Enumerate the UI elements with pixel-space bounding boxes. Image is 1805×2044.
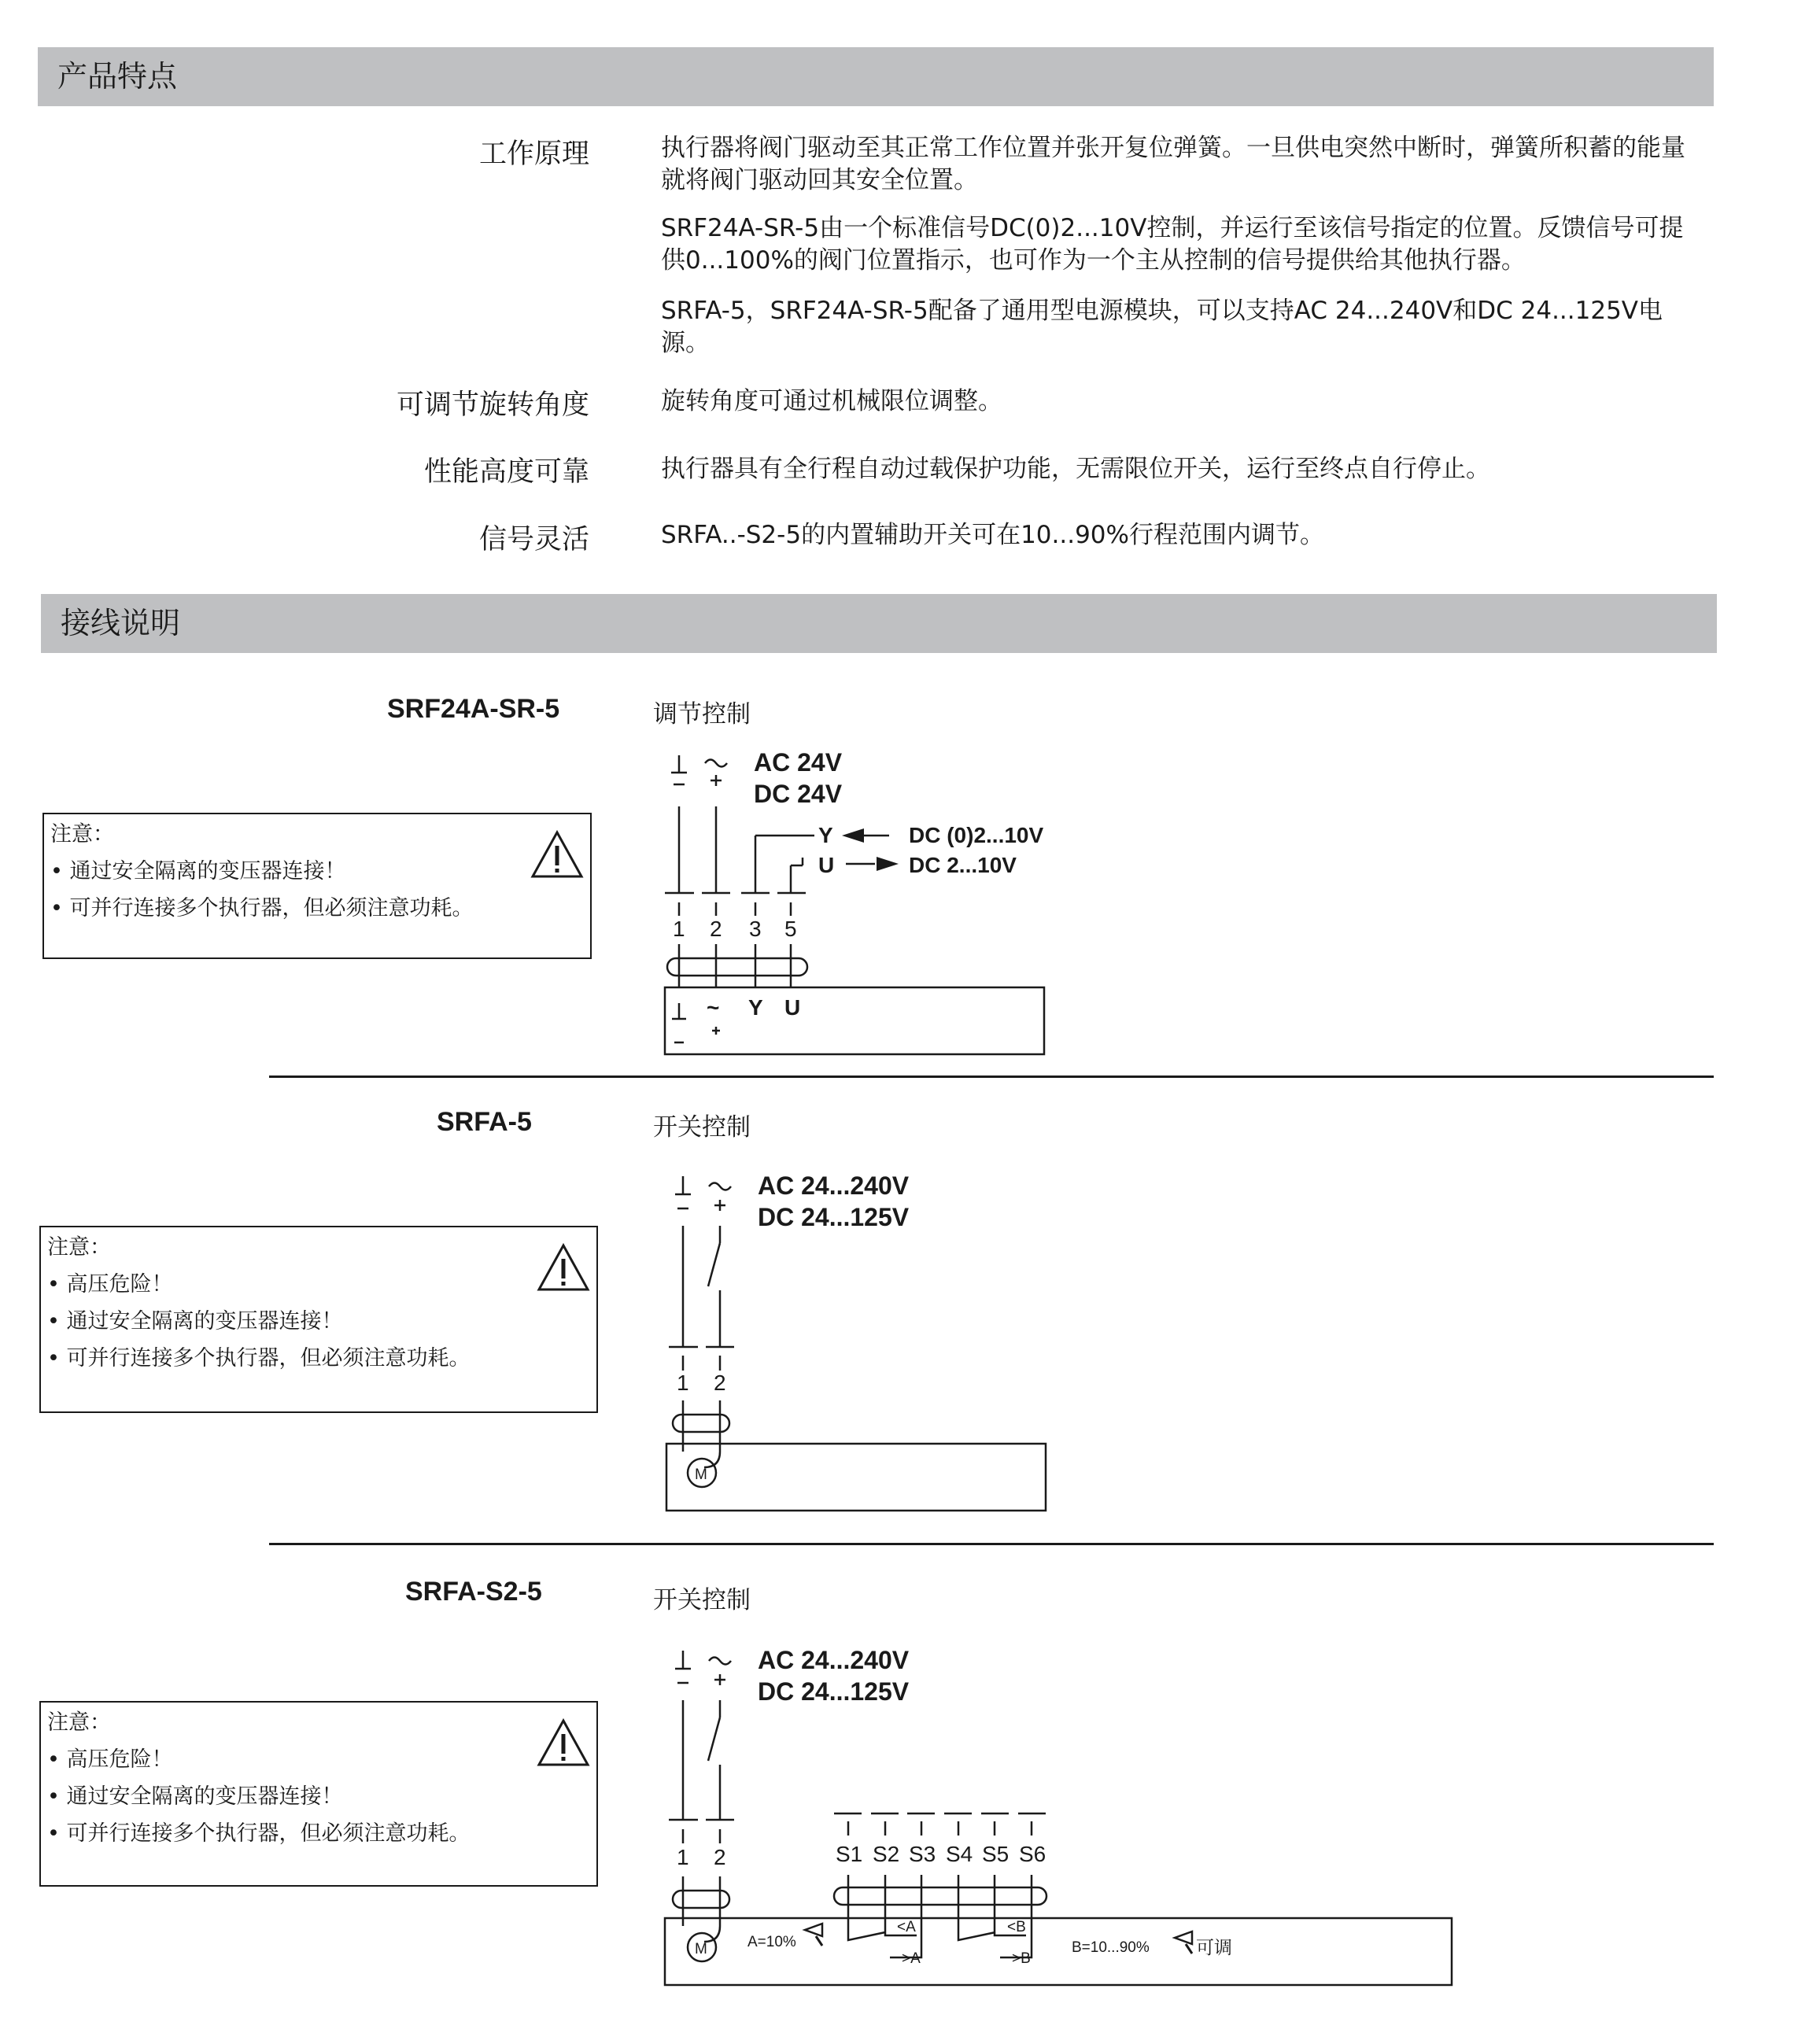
model-name: SRF24A-SR-5 [387, 694, 560, 724]
wiring-diagram-srfa-5 [653, 1164, 1062, 1518]
divider [269, 1075, 1714, 1078]
warning-triangle-icon [530, 830, 584, 879]
wiring-section-header [41, 594, 1717, 653]
terminal-number: 1 [677, 1845, 689, 1869]
supply-label: DC 24V [754, 780, 843, 808]
feature-label: 可调节旋转角度 [396, 389, 589, 421]
warning-note [39, 1701, 598, 1887]
supply-label: DC 24...125V [758, 1677, 910, 1706]
supply-label: AC 24...240V [758, 1646, 910, 1674]
aux-terminal: S2 [873, 1842, 900, 1866]
aux-terminal: S6 [1019, 1842, 1046, 1866]
wiring-diagram-srf24a-sr-5 [653, 747, 1062, 1062]
note-item: • 可并行连接多个执行器，但必须注意功耗。 [50, 896, 474, 921]
aux-terminal: S5 [982, 1842, 1010, 1866]
note-item: • 通过安全隔离的变压器连接！ [50, 859, 346, 884]
control-type: 开关控制 [653, 1586, 751, 1614]
terminal-number: 3 [749, 917, 762, 941]
signal-y: Y [818, 823, 833, 847]
motor-label: M [695, 1941, 707, 1957]
box-label: Y [748, 995, 763, 1020]
feature-label: 信号灵活 [478, 524, 589, 555]
switch-b-gt: >B [1012, 1950, 1031, 1967]
switch-a-setting: A=10% [747, 1934, 796, 1950]
switch-a-gt: >A [902, 1950, 921, 1967]
note-title: 注意： [47, 1235, 111, 1260]
section-title: 产品特点 [57, 59, 178, 94]
aux-terminal: S3 [909, 1842, 936, 1866]
note-title: 注意： [50, 822, 114, 847]
motor-label: M [695, 1467, 707, 1483]
warning-triangle-icon [537, 1718, 590, 1767]
terminal-number: 2 [714, 1371, 726, 1395]
supply-label: AC 24...240V [758, 1171, 910, 1200]
feature-text: SRFA..-S2-5的内置辅助开关可在10...90%行程范围内调节。 [661, 521, 1324, 549]
supply-label: AC 24V [754, 748, 843, 777]
terminal-number: 5 [784, 917, 797, 941]
switch-b-setting: B=10...90% [1072, 1939, 1150, 1956]
feature-label: 性能高度可靠 [423, 456, 589, 488]
section-title: 接线说明 [61, 606, 181, 640]
divider [269, 1543, 1714, 1545]
feature-text: 旋转角度可通过机械限位调整。 [661, 387, 1002, 415]
model-name: SRFA-5 [437, 1107, 532, 1137]
adjustable-label: 可调 [1196, 1938, 1232, 1958]
aux-terminal: S1 [836, 1842, 863, 1866]
terminal-number: 2 [710, 917, 722, 941]
note-item: • 可并行连接多个执行器，但必须注意功耗。 [47, 1821, 471, 1846]
box-label: U [784, 995, 801, 1020]
note-item: • 通过安全隔离的变压器连接！ [47, 1784, 343, 1809]
control-type: 开关控制 [653, 1113, 751, 1142]
signal-u-value: DC 2...10V [909, 853, 1017, 877]
signal-y-value: DC (0)2...10V [909, 823, 1044, 847]
terminal-number: 1 [673, 917, 685, 941]
terminal-number: 1 [677, 1371, 689, 1395]
terminal-number: 2 [714, 1845, 726, 1869]
box-label: ~ [707, 995, 720, 1020]
warning-note [39, 1226, 598, 1413]
warning-triangle-icon [537, 1243, 590, 1292]
switch-b-lt: <B [1007, 1919, 1026, 1935]
feature-text: SRFA-5，SRF24A-SR-5配备了通用型电源模块，可以支持AC 24...240V和DC 24...125V电源。 [661, 297, 1663, 357]
input-arrow-icon [842, 828, 864, 843]
aux-terminal: S4 [946, 1842, 973, 1866]
signal-u: U [818, 853, 835, 877]
model-name: SRFA-S2-5 [405, 1577, 542, 1607]
note-item: • 可并行连接多个执行器，但必须注意功耗。 [47, 1346, 471, 1371]
feature-text: 执行器具有全行程自动过载保护功能，无需限位开关，运行至终点自行停止。 [661, 455, 1490, 483]
features-section-header [38, 47, 1714, 106]
feature-label: 工作原理 [478, 138, 589, 170]
output-arrow-icon [877, 857, 899, 871]
feature-text: 执行器将阀门驱动至其正常工作位置并张开复位弹簧。一旦供电突然中断时，弹簧所积蓄的能量就将阀门驱动回其安全位置。 [661, 134, 1685, 194]
warning-note [42, 813, 592, 959]
supply-label: DC 24...125V [758, 1203, 910, 1231]
feature-text: SRF24A-SR-5由一个标准信号DC(0)2...10V控制，并运行至该信号指定的位置。反馈信号可提供0...100%的阀门位置指示，也可作为一个主从控制的信号提供给其他执行器。 [661, 214, 1684, 275]
control-type: 调节控制 [653, 700, 751, 729]
note-item: • 高压危险！ [47, 1747, 173, 1772]
wiring-diagram-srfa-s2-5 [653, 1639, 1464, 1993]
note-title: 注意： [47, 1710, 111, 1735]
note-item: • 通过安全隔离的变压器连接！ [47, 1309, 343, 1334]
note-item: • 高压危险！ [47, 1272, 173, 1297]
switch-a-lt: <A [897, 1919, 916, 1935]
